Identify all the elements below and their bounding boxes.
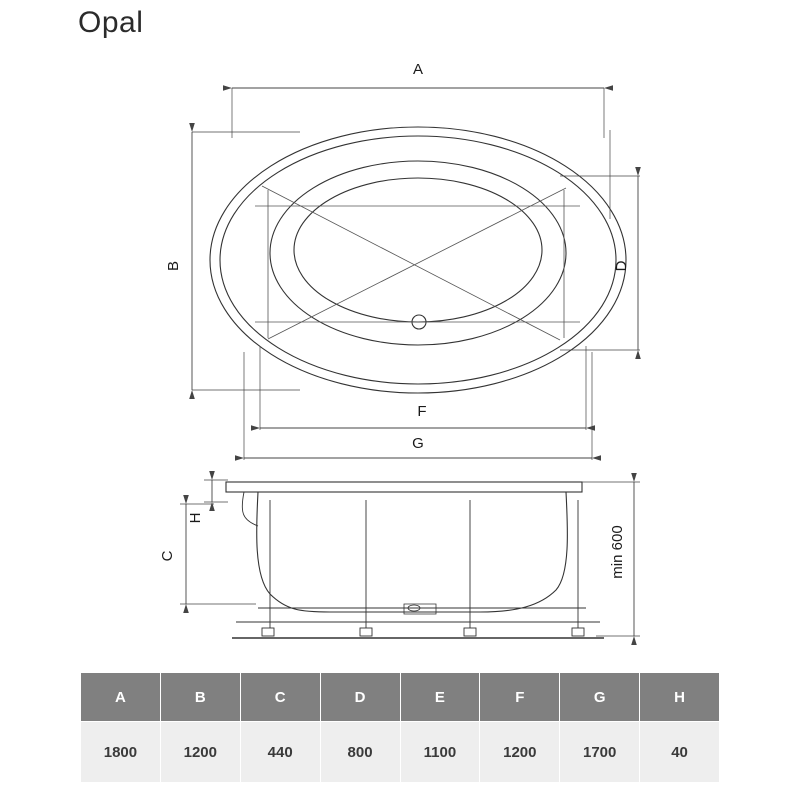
tub-rim-inner-edge (220, 136, 616, 384)
table-cell-A: 1800 (81, 722, 161, 783)
table-header-A: A (81, 673, 161, 722)
table-cell-G: 1700 (560, 722, 640, 783)
table-header-C: C (240, 673, 320, 722)
tub-left-inner-edge (242, 492, 258, 526)
tub-bowl-bottom (294, 178, 542, 322)
side-view-group (226, 482, 604, 638)
frame-diagonal-2 (268, 188, 566, 339)
tub-bowl-opening (270, 161, 566, 345)
table-cell-C: 440 (240, 722, 320, 783)
foot-4 (572, 628, 584, 636)
table-header-B: B (160, 673, 240, 722)
table-header-H: H (640, 673, 720, 722)
frame-diagonal-1 (262, 186, 560, 340)
label-A: A (412, 61, 424, 78)
table-cell-B: 1200 (160, 722, 240, 783)
top-view-group (210, 127, 626, 393)
table-cell-D: 800 (320, 722, 400, 783)
foot-2 (360, 628, 372, 636)
top-view-dimensions (192, 88, 640, 460)
label-B: B (165, 260, 182, 272)
table-header-F: F (480, 673, 560, 722)
tub-body-profile (257, 492, 568, 612)
table-cell-E: 1100 (400, 722, 480, 783)
label-C: C (159, 550, 176, 562)
table-header-E: E (400, 673, 480, 722)
label-min-600: min 600 (609, 525, 626, 579)
table-header-D: D (320, 673, 400, 722)
dimension-labels (159, 61, 630, 579)
label-D: D (613, 260, 630, 272)
label-F: F (417, 403, 427, 420)
table-header-G: G (560, 673, 640, 722)
foot-1 (262, 628, 274, 636)
table-row (81, 722, 720, 783)
page-title: Opal (78, 6, 144, 39)
table-cell-H: 40 (640, 722, 720, 783)
label-H: H (187, 512, 204, 524)
side-view-dimensions (180, 480, 640, 636)
label-G: G (412, 435, 424, 452)
foot-3 (464, 628, 476, 636)
specification-table (80, 672, 720, 783)
table-cell-F: 1200 (480, 722, 560, 783)
table-header-row (81, 673, 720, 722)
tub-rim-slab (226, 482, 582, 492)
